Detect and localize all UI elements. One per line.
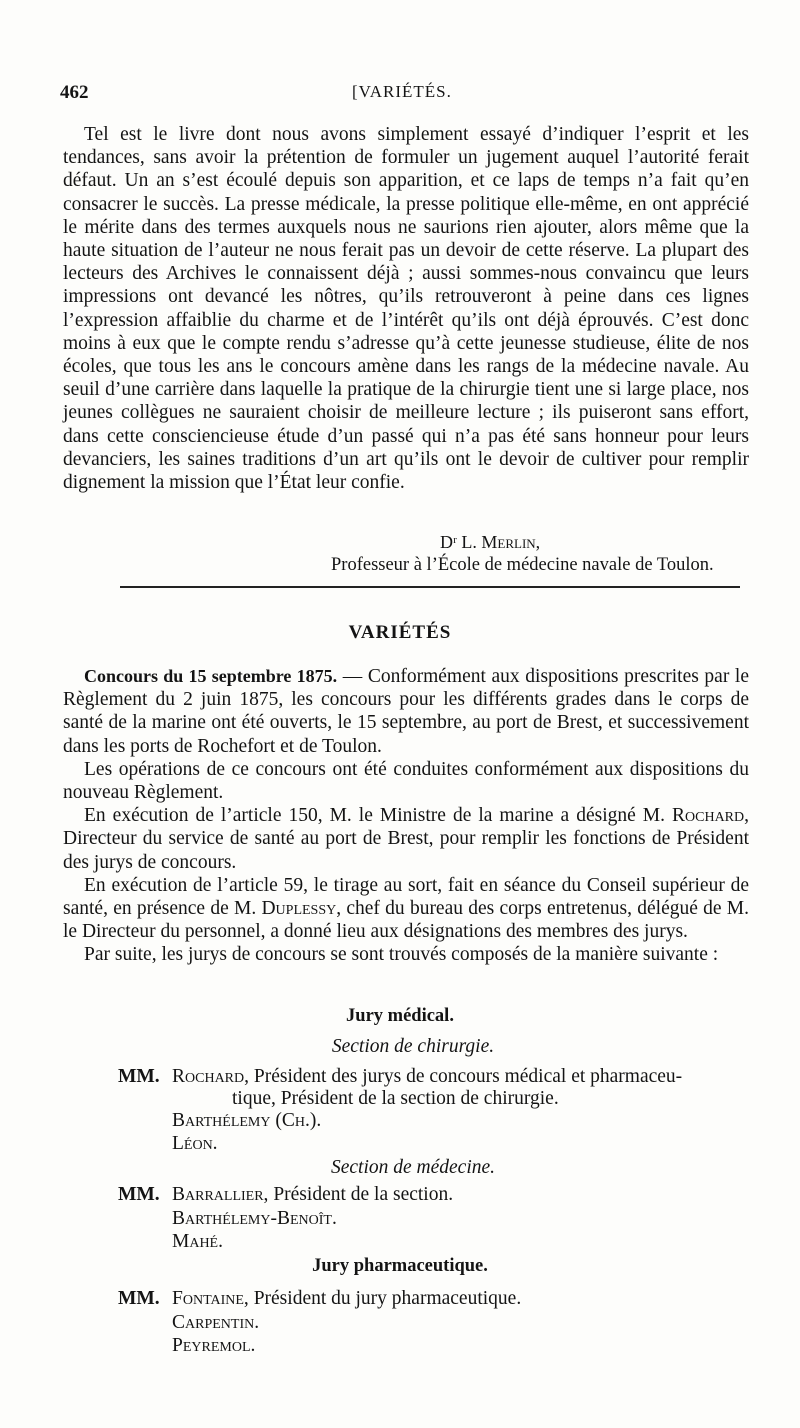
running-title: [VARIÉTÉS. [352,82,452,101]
member: Peyremol. [172,1335,256,1356]
member: Carpentin. [172,1312,260,1333]
composition-paragraph: Par suite, les jurys de concours se sont trouvés composés de la manière suivante : [84,944,719,966]
review-paragraph: Tel est le livre dont nous avons simplement essayé d’indiquer l’esprit et les tendances, sans avoir la prétention de formuler un jugement auquel l’autorité ferait défaut. Un an s’est écoulé depuis son apparition, et ce laps de temps n’a fait qu’en consacrer le succès. La presse médicale, la presse politique elle-même, en ont apprécié le mérite dans des termes auxquels nous ne saurions rien ajouter, alors même que la haute situation de l’auteur ne nous ferait pas un devoir de cette réserve. La plupart des lecteurs des Archives le connaissent déjà ; aussi sommes-nous convaincu que leurs impressions ont devancé les nôtres, qu’ils retrouveront à peine dans ces lignes l’expression affaiblie du charme et de l’intérêt qu’ils ont déjà éprouvés. C’est donc moins à eux que le compte rendu s’adresse qu’à cette jeunesse studieuse, élite de nos écoles, que tous les ans le concours amène dans les rangs de la médecine navale. Au seuil d’une carrière dans laquelle la pratique de la chirurgie tient une si large place, nos jeunes collègues ne sauraient choisir de meilleure lecture ; ils puiseront sans effort, dans cette consciencieuse étude d’un passé qui n’a pas été sans honneur pour leurs devanciers, les saines traditions d’un art qu’ils ont le devoir de cultiver pour remplir dignement la mission que l’État leur confie. [63,124,749,494]
member: Mahé. [172,1231,223,1252]
member: Barthélemy (Ch.). [172,1110,322,1131]
operations-paragraph: Les opérations de ce concours ont été conduites conformément aux dispositions du nouveau Règlement. [63,758,749,804]
section-heading: VARIÉTÉS [348,622,452,643]
concours-heading: Concours du 15 septembre 1875. [84,666,338,686]
member: Barthélemy-Benoît. [172,1208,337,1229]
chirurgie-president-role: tique, Président de la section de chirurgie. [232,1088,559,1109]
concours-paragraph: Concours du 15 septembre 1875. — Conformément aux dispositions prescrites par le Règlement du 2 juin 1875, les concours pour les différents grades dans le corps de santé de la marine ont été ouverts, le 15 septembre, au port de Brest, et successivement dans les ports de Rochefort et de Toulon. [63,666,750,757]
member: Léon. [172,1133,218,1154]
article-150-paragraph: En exécution de l’article 150, M. le Ministre de la marine a désigné M. Rochard, Directeur du service de santé au port de Brest, pour remplir les fonctions de Président des jurys de concours. [63,805,749,873]
signature-title: Dʳ L. [440,532,477,552]
chirurgie-president: Rochard, Président des jurys de concours médical et pharmaceu- [172,1066,683,1087]
signature-name: Merlin, [481,532,541,552]
section-medecine-title: Section de médecine. [330,1157,496,1178]
varietes-body [63,665,749,967]
signature-role: Professeur à l’École de médecine navale de Toulon. [331,555,714,575]
section-chirurgie-title: Section de chirurgie. [331,1036,495,1057]
jury-medical-title: Jury médical. [346,1006,454,1026]
section-divider [120,586,740,588]
article-59-paragraph: En exécution de l’article 59, le tirage au sort, fait en séance du Conseil supérieur de santé, en présence de M. Duplessy, chef du bureau des corps entretenus, délégué de M. le Directeur du personnel, a donné lieu aux désignations des membres des jurys. [63,874,750,943]
pharmaceutique-president: Fontaine, Président du jury pharmaceutique. [172,1288,522,1309]
signature [440,532,540,553]
mm-label: MM. [118,1288,160,1309]
jury-pharmaceutique-title: Jury pharmaceutique. [312,1256,488,1276]
medecine-president: Barrallier, Président de la section. [172,1184,454,1205]
mm-label: MM. [118,1066,160,1087]
page-header [60,82,750,110]
page-number: 462 [60,82,89,103]
mm-label: MM. [118,1184,160,1205]
review-conclusion [63,123,749,494]
